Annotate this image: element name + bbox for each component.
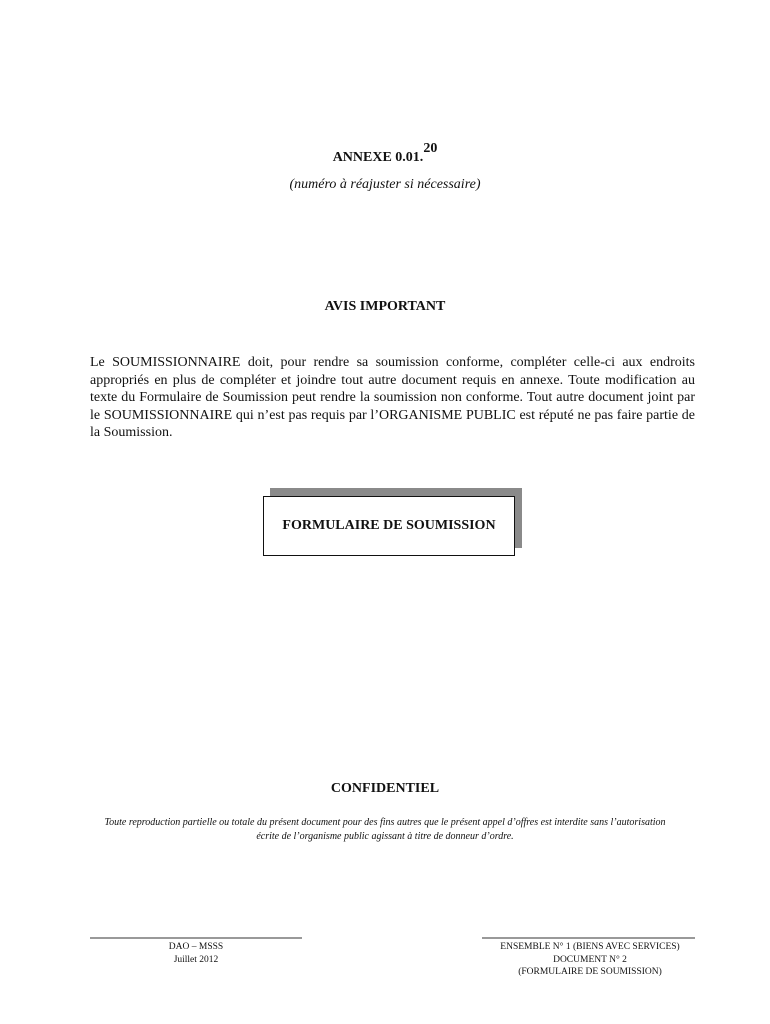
footer-right-line-2: DOCUMENT N° 2: [553, 954, 627, 965]
annexe-label: ANNEXE 0.01.: [332, 150, 424, 165]
confidential-note: Toute reproduction partielle ou totale du présent document pour des fins autres que le présent appel d’offres est interdite sans l’autorisation écrite de l’organisme public agissant à titre de donneur d’ordre.: [104, 817, 666, 842]
annexe-note: (numéro à réajuster si nécessaire): [289, 177, 481, 192]
footer-right-line-1: ENSEMBLE N° 1 (BIENS AVEC SERVICES): [500, 942, 680, 952]
footer-left-line-1: DAO – MSSS: [168, 942, 224, 952]
form-title-box: [263, 496, 515, 556]
annexe-number-superscript: 20: [423, 141, 438, 157]
form-title-label: FORMULAIRE DE SOUMISSION: [282, 518, 496, 533]
footer-right-line-3: (FORMULAIRE DE SOUMISSION): [518, 967, 662, 977]
footer-left: [90, 941, 302, 967]
annexe-heading: [0, 141, 770, 166]
confidential-title: CONFIDENTIEL: [330, 781, 440, 796]
footer-rule-left: [90, 937, 302, 939]
footer-rule-right: [482, 937, 695, 939]
footer-left-line-2: Juillet 2012: [173, 955, 219, 965]
footer-right: [470, 941, 710, 979]
notice-title: AVIS IMPORTANT: [324, 299, 446, 314]
notice-body: Le SOUMISSIONNAIRE doit, pour rendre sa soumission conforme, compléter celle-ci aux endroits appropriés en plus de compléter et joindre tout autre document requis en annexe. Toute modification au texte du Formulaire de Soumission peut rendre la soumission non conforme. Tout autre document joint par le SOUMISSIONNAIRE qui n’est pas requis par l’ORGANISME PUBLIC est réputé ne pas faire partie de la Soumission.: [90, 355, 695, 441]
